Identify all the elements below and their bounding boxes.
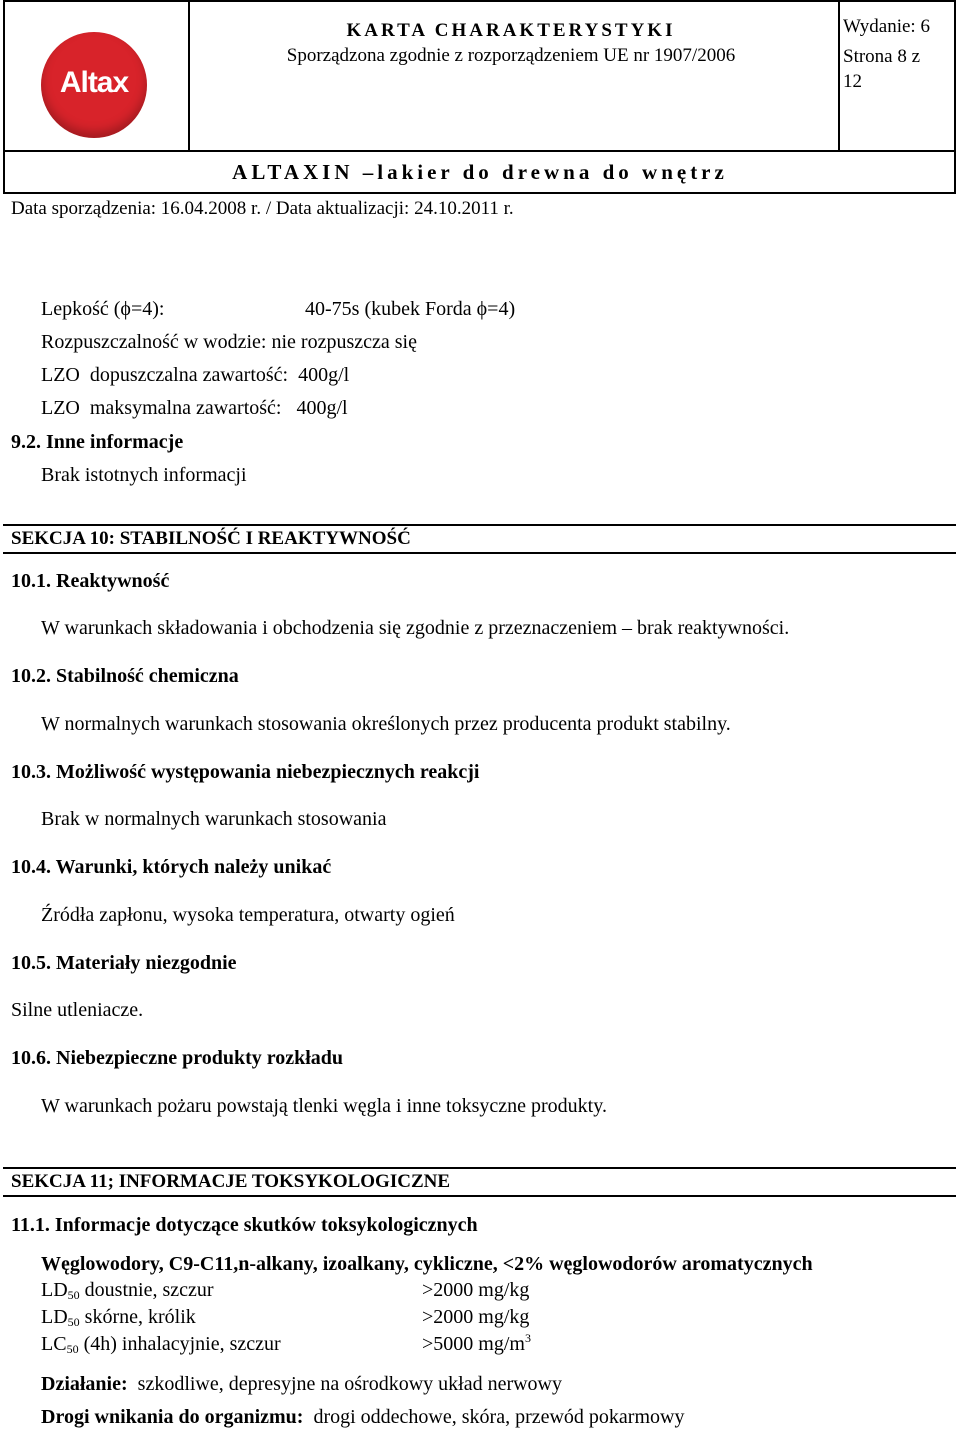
card-title: KARTA CHARAKTERYSTYKI bbox=[346, 20, 676, 41]
section-11-1-heading: 11.1. Informacje dotyczące skutków toksykologicznych bbox=[11, 1214, 478, 1236]
section-10-6-text: W warunkach pożaru powstają tlenki węgla i inne toksyczne produkty. bbox=[41, 1095, 607, 1117]
voc-max: LZO maksymalna zawartość: 400g/l bbox=[41, 397, 348, 419]
tox-row: $LC_{50}$ (4h) inhalacyjnie, szczur bbox=[41, 1333, 281, 1356]
page-number-line2: 12 bbox=[843, 71, 862, 92]
edition-label: Wydanie: 6 bbox=[843, 16, 930, 37]
voc-allowed: LZO dopuszczalna zawartość: 400g/l bbox=[41, 364, 350, 386]
tox-value: >2000 mg/kg bbox=[422, 1306, 530, 1328]
routes-text: drogi oddechowe, skóra, przewód pokarmowy bbox=[313, 1406, 685, 1428]
section-10-6-heading: 10.6. Niebezpieczne produkty rozkładu bbox=[11, 1047, 344, 1069]
document-dates: Data sporządzenia: 16.04.2008 r. / Data aktualizacji: 24.10.2011 r. bbox=[11, 198, 514, 219]
substance-name: Węglowodory, C9-C11,n-alkany, izoalkany, cykliczne, <2% węglowodorów aromatycznych bbox=[41, 1253, 813, 1275]
section-10-5-heading: 10.5. Materiały niezgodnie bbox=[11, 952, 237, 974]
section-10-1-text: W warunkach składowania i obchodzenia się zgodnie z przeznaczeniem – brak reaktywności. bbox=[41, 617, 790, 639]
effect-text: szkodliwe, depresyjne na ośrodkowy układ nerwowy bbox=[137, 1373, 563, 1395]
tox-row: $LD_{50}$ doustnie, szczur bbox=[41, 1279, 214, 1302]
section-10-2-heading: 10.2. Stabilność chemiczna bbox=[11, 665, 239, 687]
section-10-3-heading: 10.3. Możliwość występowania niebezpiecznych reakcji bbox=[11, 761, 480, 783]
tox-value: >2000 mg/kg bbox=[422, 1279, 530, 1301]
altax-logo bbox=[41, 32, 147, 138]
section-10-3-text: Brak w normalnych warunkach stosowania bbox=[41, 808, 387, 830]
section-11-title: SEKCJA 11; INFORMACJE TOKSYKOLOGICZNE bbox=[11, 1171, 451, 1192]
section-9-2-text: Brak istotnych informacji bbox=[41, 464, 247, 486]
section-10-bar bbox=[3, 524, 956, 554]
section-10-1-heading: 10.1. Reaktywność bbox=[11, 570, 170, 592]
tox-row: $LD_{50}$ skórne, królik bbox=[41, 1306, 196, 1329]
routes-label: Drogi wnikania do organizmu: bbox=[41, 1406, 304, 1428]
page-number-line1: Strona 8 z bbox=[843, 46, 921, 67]
section-10-4-text: Źródła zapłonu, wysoka temperatura, otwarty ogień bbox=[41, 904, 455, 926]
product-name: ALTAXIN –lakier do drewna do wnętrz bbox=[232, 160, 728, 184]
section-9-2-heading: 9.2. Inne informacje bbox=[11, 431, 184, 453]
effect-line bbox=[41, 1372, 562, 1396]
tox-value: >5000 $mg/m^3$ bbox=[422, 1331, 531, 1355]
section-10-title: SEKCJA 10: STABILNOŚĆ I REAKTYWNOŚĆ bbox=[11, 528, 411, 549]
card-subtitle: Sporządzona zgodnie z rozporządzeniem UE nr 1907/2006 bbox=[286, 45, 736, 66]
logo-text: Altax bbox=[59, 66, 129, 99]
viscosity-value: 40-75s (kubek Forda ϕ=4) bbox=[305, 298, 516, 320]
section-10-4-heading: 10.4. Warunki, których należy unikać bbox=[11, 856, 332, 878]
section-11-bar bbox=[3, 1167, 956, 1197]
effect-label: Działanie: bbox=[41, 1373, 128, 1395]
viscosity-label: Lepkość (ϕ=4): bbox=[41, 298, 165, 320]
solubility: Rozpuszczalność w wodzie: nie rozpuszcza się bbox=[41, 331, 417, 353]
section-10-5-text: Silne utleniacze. bbox=[11, 999, 144, 1021]
routes-line bbox=[41, 1405, 684, 1429]
section-10-2-text: W normalnych warunkach stosowania określonych przez producenta produkt stabilny. bbox=[41, 713, 731, 735]
